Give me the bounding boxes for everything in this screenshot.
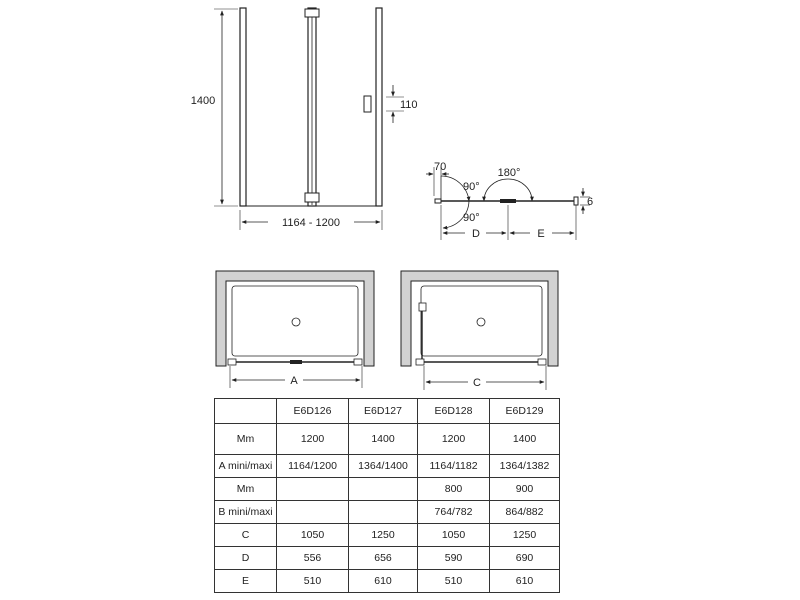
plan-view-a	[216, 271, 374, 388]
table-cell: 510	[277, 570, 349, 593]
table-cell: 610	[490, 570, 560, 593]
table-cell: E	[215, 570, 277, 593]
table-cell: 556	[277, 547, 349, 570]
table-cell: 864/882	[490, 501, 560, 524]
table-cell: 590	[418, 547, 490, 570]
drain-a	[292, 318, 300, 326]
table-cell: 1250	[349, 524, 418, 547]
table-cell	[277, 501, 349, 524]
table-cell: 1364/1382	[490, 455, 560, 478]
plan-a-label: A	[290, 375, 298, 387]
table-cell: 656	[349, 547, 418, 570]
bottom-hinge	[305, 193, 319, 202]
table-cell: 764/782	[418, 501, 490, 524]
profile-label: 6	[587, 196, 594, 208]
table-cell: B mini/maxi	[215, 501, 277, 524]
table-cell: 1400	[490, 424, 560, 455]
table-cell: 510	[418, 570, 490, 593]
angle-in-label: 90°	[463, 212, 480, 224]
table-cell	[349, 478, 418, 501]
table-cell: 900	[490, 478, 560, 501]
table-header-cell	[215, 399, 277, 424]
table-row	[215, 524, 560, 547]
table-cell: Mm	[215, 478, 277, 501]
front-elevation	[240, 8, 382, 206]
height-label: 1400	[190, 95, 216, 107]
table-cell: D	[215, 547, 277, 570]
end-profile	[574, 197, 578, 205]
table-cell: 1250	[490, 524, 560, 547]
angle-out-label: 90°	[463, 181, 480, 193]
table-header-cell: E6D129	[490, 399, 560, 424]
table-cell: 1200	[277, 424, 349, 455]
plan-view-c	[401, 271, 558, 390]
wall-return	[435, 199, 441, 203]
swing-arc-180	[484, 179, 532, 201]
door-handle	[364, 96, 371, 112]
left-wall-profile	[240, 8, 246, 206]
table-header-row	[215, 399, 560, 424]
table-cell: 1164/1182	[418, 455, 490, 478]
top-hinge	[305, 9, 319, 17]
table-cell	[349, 501, 418, 524]
plan-c-label: C	[473, 377, 481, 389]
table-row	[215, 455, 560, 478]
handle-offset-dimension	[386, 85, 418, 123]
width-dimension	[240, 210, 382, 230]
table-row	[215, 501, 560, 524]
swing-label: 180°	[497, 167, 521, 179]
table-header-cell: E6D127	[349, 399, 418, 424]
table-cell: 690	[490, 547, 560, 570]
height-dimension	[191, 9, 238, 206]
table-cell: C	[215, 524, 277, 547]
dimension-spec-table	[214, 398, 560, 593]
wall-return-label: 70	[434, 161, 447, 173]
right-wall-profile	[376, 8, 382, 206]
dim-e-label: E	[537, 228, 545, 240]
table-cell: 610	[349, 570, 418, 593]
table-cell: 1164/1200	[277, 455, 349, 478]
table-cell: 1364/1400	[349, 455, 418, 478]
drain-c	[477, 318, 485, 326]
table-row	[215, 424, 560, 455]
table-row	[215, 570, 560, 593]
table-cell: 1200	[418, 424, 490, 455]
table-row	[215, 547, 560, 570]
table-cell: Mm	[215, 424, 277, 455]
table-row	[215, 478, 560, 501]
table-cell: 800	[418, 478, 490, 501]
table-cell: 1050	[277, 524, 349, 547]
width-label: 1164 - 1200	[282, 217, 340, 229]
table-cell: 1400	[349, 424, 418, 455]
opening-plan	[426, 161, 593, 240]
table-cell: 1050	[418, 524, 490, 547]
hinge-block	[500, 199, 516, 203]
dim-d-label: D	[472, 228, 480, 240]
table-cell	[277, 478, 349, 501]
handle-offset-label: 110	[400, 99, 418, 111]
table-cell: A mini/maxi	[215, 455, 277, 478]
table-header-cell: E6D128	[418, 399, 490, 424]
table-header-cell: E6D126	[277, 399, 349, 424]
